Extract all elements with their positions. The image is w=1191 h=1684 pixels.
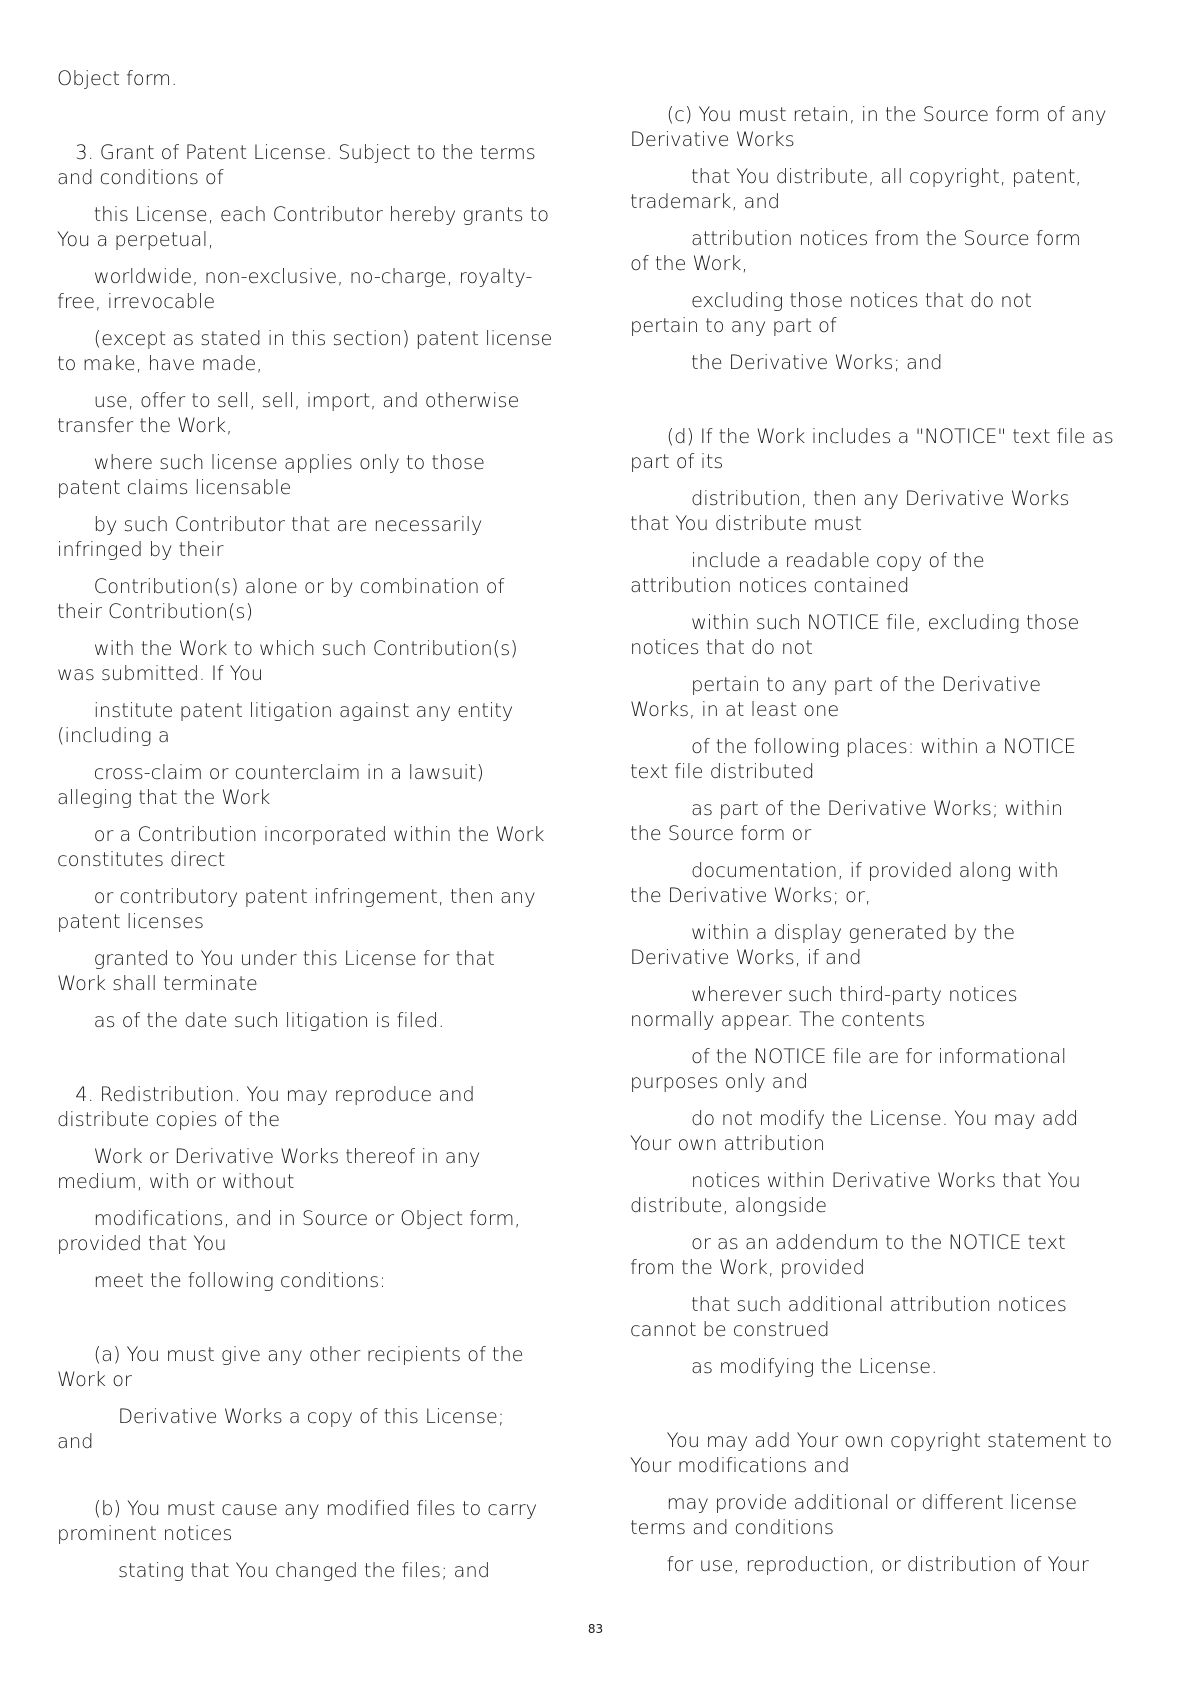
left-paragraph-3: this License, each Contributor hereby grants to You a perpetual,: [57, 203, 549, 251]
right-paragraph-20: that such additional attribution notices cannot be construed: [630, 1293, 1067, 1341]
right-paragraph-23: may provide additional or different license terms and conditions: [630, 1491, 1077, 1539]
right-paragraph-10: pertain to any part of the Derivative Works, in at least one: [630, 673, 1041, 721]
right-paragraph-17: do not modify the License. You may add Your own attribution: [630, 1107, 1079, 1155]
left-paragraph-4: worldwide, non-exclusive, no-charge, royalty- free, irrevocable: [57, 265, 533, 313]
right-paragraph-6: (d) If the Work includes a "NOTICE" text file as part of its: [630, 425, 1114, 473]
right-paragraph-18: notices within Derivative Works that You distribute, alongside: [630, 1169, 1081, 1217]
left-paragraph-19: modifications, and in Source or Object form, provided that You: [57, 1207, 521, 1255]
page-number: 83: [587, 1622, 604, 1636]
left-paragraph-21: (a) You must give any other recipients of the Work or: [57, 1343, 524, 1391]
right-paragraph-11: of the following places: within a NOTICE text file distributed: [630, 735, 1076, 783]
right-paragraph-13: documentation, if provided along with the Derivative Works; or,: [630, 859, 1059, 907]
right-paragraph-2: that You distribute, all copyright, patent, trademark, and: [630, 165, 1082, 213]
left-paragraph-13: or a Contribution incorporated within the Work constitutes direct: [57, 823, 545, 871]
left-paragraph-20: meet the following conditions:: [57, 1269, 386, 1292]
right-paragraph-8: include a readable copy of the attribution notices contained: [630, 549, 985, 597]
right-paragraph-24: for use, reproduction, or distribution of Your: [630, 1553, 1089, 1576]
right-paragraph-9: within such NOTICE file, excluding those notices that do not: [630, 611, 1080, 659]
left-paragraph-15: granted to You under this License for that Work shall terminate: [57, 947, 495, 995]
right-paragraph-22: You may add Your own copyright statement to Your modifications and: [630, 1429, 1113, 1477]
left-paragraph-18: Work or Derivative Works thereof in any medium, with or without: [57, 1145, 481, 1193]
left-paragraph-6: use, offer to sell, sell, import, and otherwise transfer the Work,: [57, 389, 520, 437]
right-paragraph-5: the Derivative Works; and: [630, 351, 943, 374]
left-paragraph-8: by such Contributor that are necessarily infringed by their: [57, 513, 483, 561]
left-paragraph-5: (except as stated in this section) patent license to make, have made,: [57, 327, 553, 375]
right-paragraph-16: of the NOTICE file are for informational purposes only and: [630, 1045, 1067, 1093]
right-paragraph-15: wherever such third-party notices normally appear. The contents: [630, 983, 1018, 1031]
right-paragraph-4: excluding those notices that do not pertain to any part of: [630, 289, 1032, 337]
left-paragraph-9: Contribution(s) alone or by combination of their Contribution(s): [57, 575, 505, 623]
right-paragraph-14: within a display generated by the Derivative Works, if and: [630, 921, 1015, 969]
left-paragraph-12: cross-claim or counterclaim in a lawsuit) alleging that the Work: [57, 761, 484, 809]
left-paragraph-1: Object form.: [57, 67, 178, 90]
left-paragraph-16: as of the date such litigation is filed.: [57, 1009, 445, 1032]
left-paragraph-11: institute patent litigation against any entity (including a: [57, 699, 514, 747]
right-paragraph-3: attribution notices from the Source form of the Work,: [630, 227, 1081, 275]
right-paragraph-19: or as an addendum to the NOTICE text from the Work, provided: [630, 1231, 1066, 1279]
left-paragraph-17: 4. Redistribution. You may reproduce and distribute copies of the: [57, 1083, 475, 1131]
left-paragraph-24: stating that You changed the files; and: [57, 1559, 490, 1582]
right-paragraph-1: (c) You must retain, in the Source form of any Derivative Works: [630, 103, 1107, 151]
right-paragraph-7: distribution, then any Derivative Works that You distribute must: [630, 487, 1070, 535]
left-paragraph-2: 3. Grant of Patent License. Subject to the terms and conditions of: [57, 141, 536, 189]
right-paragraph-21: as modifying the License.: [630, 1355, 938, 1378]
left-paragraph-22: Derivative Works a copy of this License; and: [57, 1405, 505, 1453]
right-paragraph-12: as part of the Derivative Works; within the Source form or: [630, 797, 1063, 845]
left-paragraph-23: (b) You must cause any modified files to carry prominent notices: [57, 1497, 538, 1545]
left-paragraph-10: with the Work to which such Contribution(s) was submitted. If You: [57, 637, 518, 685]
left-paragraph-7: where such license applies only to those patent claims licensable: [57, 451, 485, 499]
left-paragraph-14: or contributory patent infringement, then any patent licenses: [57, 885, 536, 933]
